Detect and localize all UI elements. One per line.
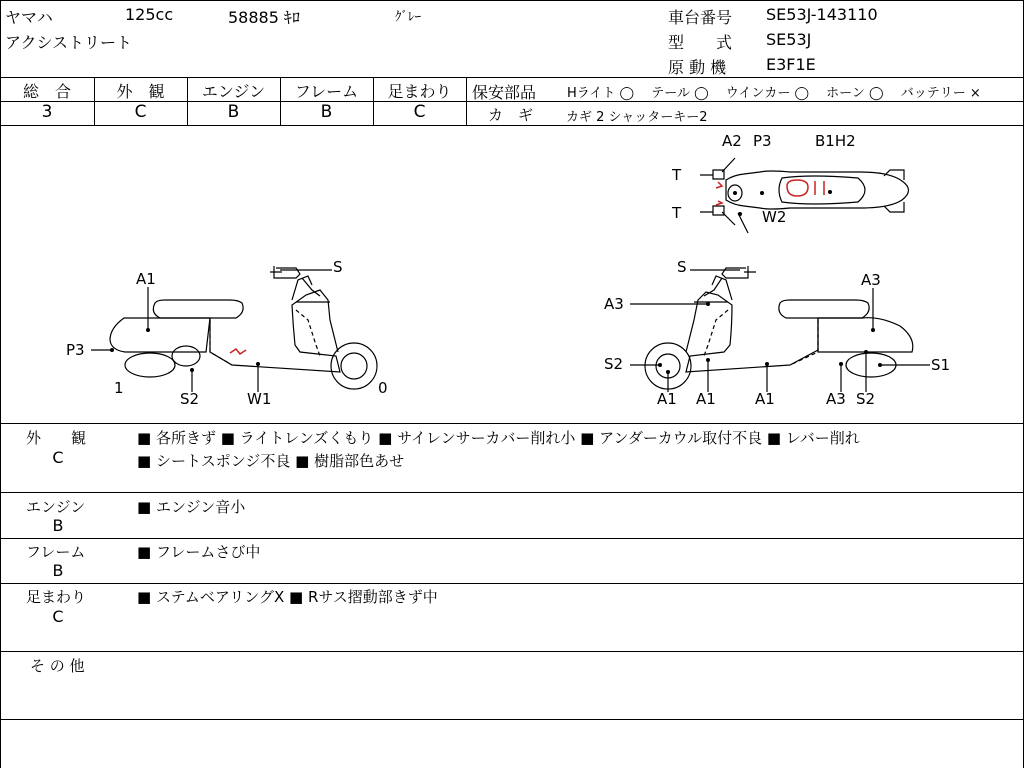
chassis-label: 車台番号: [668, 8, 733, 27]
remark-exterior-line-1: ■ 各所きず ■ ライトレンズくもり ■ サイレンサーカバー削れ小 ■ アンダーカウル取付不良 ■ レバー削れ: [137, 429, 860, 447]
damage-marks: [230, 180, 824, 354]
grade-frame-value: B: [320, 102, 333, 122]
key-label: カ ギ: [488, 106, 534, 124]
right-label-s1: S1: [931, 356, 951, 374]
grade-overall-value: 3: [41, 102, 53, 122]
remark-suspension-grade: C: [52, 607, 64, 626]
left-label-s: S: [333, 258, 343, 276]
right-label-s: S: [677, 258, 687, 276]
maker: ヤマハ: [5, 8, 53, 27]
color: ｸﾞﾚｰ: [395, 10, 421, 25]
grade-exterior-value: C: [134, 102, 147, 122]
engine-model-label: 原 動 機: [668, 58, 727, 77]
grade-exterior-label: 外 観: [116, 82, 165, 101]
mileage: 58885 ｷﾛ: [228, 8, 300, 27]
remark-frame-line-1: ■ フレームさび中: [137, 543, 261, 561]
top-label-a2: A2: [722, 132, 742, 150]
grade-engine-value: B: [227, 102, 240, 122]
right-label-a3-left: A3: [604, 295, 624, 313]
top-label-t1: T: [672, 166, 682, 184]
grade-frame-label: フレーム: [294, 82, 359, 101]
displacement: 125cc: [125, 5, 174, 24]
remark-engine-grade: B: [52, 516, 64, 535]
remark-other-label: そ の 他: [30, 657, 85, 675]
left-label-1: 1: [114, 379, 124, 397]
grade-suspension-label: 足まわり: [387, 82, 452, 101]
top-label-t2: T: [672, 204, 682, 222]
safety-items: Hライト ◯ テール ◯ ウインカー ◯ ホーン ◯ バッテリー ×: [567, 86, 981, 101]
top-label-b1h2: B1H2: [815, 132, 856, 150]
remark-suspension-line-1: ■ ステムベアリングX ■ Rサス摺動部きず中: [137, 588, 438, 606]
right-label-a1-1: A1: [657, 390, 677, 408]
right-label-a3-bottom: A3: [826, 390, 846, 408]
right-label-a1-2: A1: [696, 390, 716, 408]
engine-model-value: E3F1E: [766, 55, 816, 74]
grade-overall-label: 総 合: [22, 82, 71, 101]
type-value: SE53J: [766, 30, 812, 49]
right-label-s2-bottom: S2: [856, 390, 876, 408]
chassis-value: SE53J-143110: [766, 5, 878, 24]
remark-frame-grade: B: [52, 561, 64, 580]
model-name: アクシストリート: [5, 33, 133, 52]
top-view-scooter: [700, 158, 909, 233]
safety-label: 保安部品: [472, 83, 537, 102]
remark-exterior-grade: C: [52, 448, 64, 467]
top-label-p3: P3: [753, 132, 772, 150]
left-label-0: 0: [378, 379, 388, 397]
remark-frame-label: フレーム: [26, 543, 86, 561]
left-label-w1: W1: [247, 390, 272, 408]
top-label-w2: W2: [762, 208, 787, 226]
type-label: 型 式: [668, 33, 733, 52]
left-label-p3: P3: [66, 341, 85, 359]
grade-suspension-value: C: [413, 102, 426, 122]
remark-exterior-line-2: ■ シートスポンジ不良 ■ 樹脂部色あせ: [137, 452, 405, 470]
key-value: カギ 2 シャッターキー2: [566, 110, 708, 125]
left-label-a1: A1: [136, 270, 156, 288]
right-label-a3-top: A3: [861, 271, 881, 289]
right-view-scooter: [630, 266, 930, 392]
remark-engine-line-1: ■ エンジン音小: [137, 498, 246, 516]
remark-engine-label: エンジン: [26, 498, 86, 516]
remark-exterior-label: 外 観: [26, 429, 87, 447]
grade-engine-label: エンジン: [201, 82, 266, 101]
right-label-a1-3: A1: [755, 390, 775, 408]
left-label-s2: S2: [180, 390, 200, 408]
right-label-s2-left: S2: [604, 355, 624, 373]
remark-suspension-label: 足まわり: [26, 588, 87, 606]
left-view-scooter: [91, 266, 377, 392]
